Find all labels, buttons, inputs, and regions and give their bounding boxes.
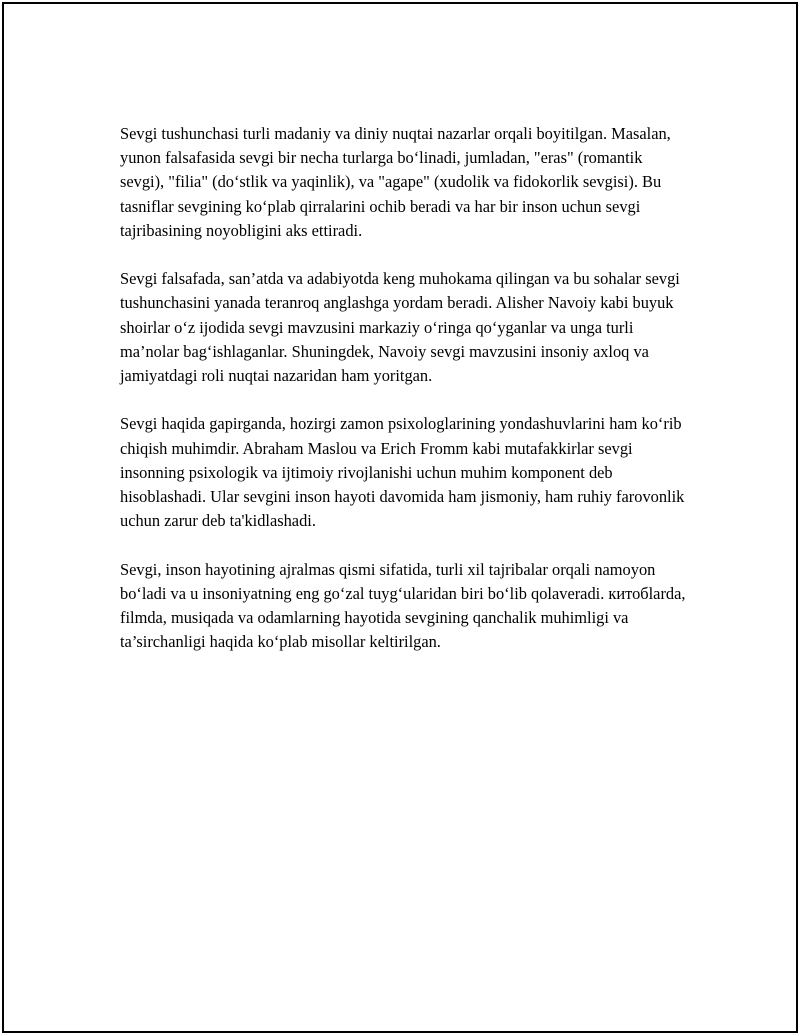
paragraph: Sevgi tushunchasi turli madaniy va diniy nuqtai nazarlar orqali boyitilgan. Masalan, yunon falsafasida sevgi bir necha turlarga bo‘linadi, jumladan, "eras" (romantik sevgi), "filia" (do‘stlik va yaqinlik), va "agape" (xudolik va fidokorlik sevgisi). Bu tasniflar sevgining ko‘plab qirralarini ochib beradi va har bir inson uchun sevgi tajribasining noyobligini aks ettiradi. [120, 124, 671, 240]
document-page [2, 2, 798, 1033]
paragraph: Sevgi falsafada, san’atda va adabiyotda keng muhokama qilingan va bu sohalar sevgi tushunchasini yanada teranroq anglashga yordam beradi. Alisher Navoiy kabi buyuk shoirlar o‘z ijodida sevgi mavzusini markaziy o‘ringa qo‘yganlar va unga turli ma’nolar bag‘ishlaganlar. Shuningdek, Navoiy sevgi mavzusini insoniy axloq va jamiyatdagi roli nuqtai nazaridan ham yoritgan. [120, 269, 680, 386]
paragraph: Sevgi haqida gapirganda, hozirgi zamon psixologlarining yondashuvlarini ham ko‘rib chiqish muhimdir. Abraham Maslou va Erich Fromm kabi mutafakkirlar sevgi insonning psixologik va ijtimoiy rivojlanishi uchun muhim komponent deb hisoblashadi. Ular sevgini inson hayoti davomida ham jismoniy, ham ruhiy farovonlik uchun zarur deb ta'kidlashadi. [120, 414, 685, 531]
document-body [120, 122, 690, 679]
paragraph: Sevgi, inson hayotining ajralmas qismi sifatida, turli xil tajribalar orqali namoyon bo‘ladi va u insoniyatning eng go‘zal tuyg‘ularidan biri bo‘lib qolaveradi. китобlarda, filmda, musiqada va odamlarning hayotida sevgining qanchalik muhimligi va ta’sirchanligi haqida ko‘plab misollar keltirilgan. [120, 559, 686, 652]
